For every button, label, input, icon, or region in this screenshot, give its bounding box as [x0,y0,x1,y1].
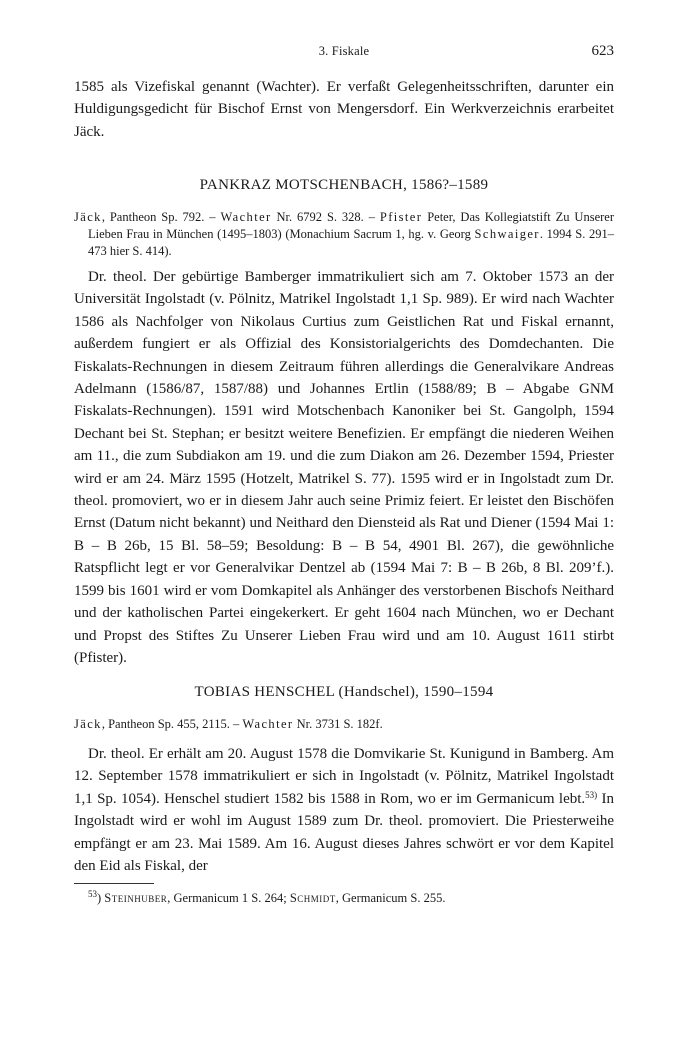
footnote-author: Schmidt [289,891,336,905]
intro-text: 1585 als Vizefiskal genannt (Wachter). Er verfaßt Gelegenheitsschriften, darunter ein Huldigungsgedicht für Bischof Ernst von Mengersdorf. Ein Werkverzeichnis erarbeitet Jäck. [74,79,614,140]
entry-body-text [74,743,614,877]
entry-references-motschenbach [74,209,614,260]
ref-text: , Pantheon Sp. 792. – [101,210,221,224]
entry-heading-henschel: TOBIAS HENSCHEL (Handschel), 1590–1594 [194,684,494,700]
ref-text: . 1994 S. 291–473 hier S. 414). [88,227,614,258]
footnote: $^{53}$) Steinhuber, Germanicum 1 S. 264; Schmidt, Germanicum S. 255. [88,889,446,905]
ref-text: Nr. 3731 S. 182f. [293,717,383,731]
footnote-text: , Germanicum 1 S. 264; [167,891,290,905]
page-number: 623 [591,43,614,59]
ref-author: Schwaiger [474,227,540,241]
entry-body-motschenbach [74,266,614,669]
ref-author: Jäck [74,717,102,731]
running-head-title: 3. Fiskale [318,44,370,58]
ref-author: Jäck [74,210,102,224]
body-text-part2: In Ingolstadt wird er wohl im August 1589 zum Dr. theol. promoviert. Die Priesterweihe empfängt er am 23. Mai 1589. Am 16. August dieses Jahres schwört er vor dem Kapitel den Eid als Fiskal, der [74,790,614,875]
footnote-text: , Germanicum S. 255. [335,891,446,905]
footnote-divider [74,883,154,884]
ref-text: , Pantheon Sp. 455, 2115. – [101,717,243,731]
footnote-marker: 53 [88,889,97,899]
intro-paragraph [74,76,614,143]
ref-text: Nr. 6792 S. 328. – [271,210,380,224]
ref-author: Wachter [220,210,272,224]
running-head [74,44,614,64]
ref-text: Peter, Das Kollegiatstift Zu Unserer Lieben Frau in München (1495–1803) (Monachium Sacrum 1, hg. v. Georg [88,210,614,241]
ref-author: Wachter [242,717,294,731]
footnote-reference[interactable]: 53) [585,789,598,800]
ref-author: Pfister [379,210,423,224]
body-text-part1: Dr. theol. Er erhält am 20. August 1578 die Domvikarie St. Kunigund in Bamberg. Am 12. September 1578 immatrikuliert er sich in Ingolstadt (v. Pölnitz, Matrikel Ingolstadt 1,1 Sp. 1054). Henschel studiert 1582 bis 1588 in Rom, wo er im Germanicum lebt. [74,746,614,807]
footnote-author: Steinhuber [104,891,168,905]
entry-body-text: Dr. theol. Der gebürtige Bamberger immatrikuliert sich am 7. Oktober 1573 an der Universität Ingolstadt (v. Pölnitz, Matrikel Ingolstadt 1,1 Sp. 989). Er wird nach Wachter 1586 als Nachfolger von Nikolaus Curtius zum Geistlichen Rat und Fiskal ernannt, außerdem fungiert er als Offizial des Konsistorialgerichts des Domdechanten. Die Fiskalats-Rechnungen in diesem Zeitraum führen allerdings die Generalvikare Andreas Adelmann (1586/87, 1587/88) und Johannes Ertlin (1588/89; B – Abgabe GNM Fiskalats-Rechnungen). 1591 wird Motschenbach Kanoniker bei St. Gangolph, 1594 Dechant bei St. Stephan; er besitzt weitere Benefizien. Er empfängt die niederen Weihen am 11., die zum Subdiakon am 19. und die zum Diakon am 26. Dezember 1594, Priester wird er am 24. März 1595 (Hotzelt, Matrikel S. 77). 1595 wird er in Ingolstadt zum Dr. theol. promoviert, wo er in diesem Jahr auch seine Primiz feiert. Er leistet den Bischöfen Ernst (Datum nicht bekannt) und Neithard den Diensteid als Rat und Diener (1594 Mai 1: B – B 26b, 15 Bl. 58–59; Besoldung: B – B 54, 4901 Bl. 267), die gewöhnliche Ratspflicht legt er vor Generalvikar Dentzel ab (1594 Mai 7: B – B 26b, 8 Bl. 209’f.). 1599 bis 1601 wird er vom Domkapitel als Anhänger des verstorbenen Bischofs Neithard und der katholischen Partei eingekerkert. Er geht 1604 nach München, wo er Dechant und Propst des Stiftes Zu Unserer Lieben Frau wird und am 10. August 1611 stirbt (Pfister). [74,269,614,666]
entry-references-henschel [74,716,614,733]
entry-heading-motschenbach: PANKRAZ MOTSCHENBACH, 1586?–1589 [199,177,489,193]
entry-body-henschel [74,743,614,877]
